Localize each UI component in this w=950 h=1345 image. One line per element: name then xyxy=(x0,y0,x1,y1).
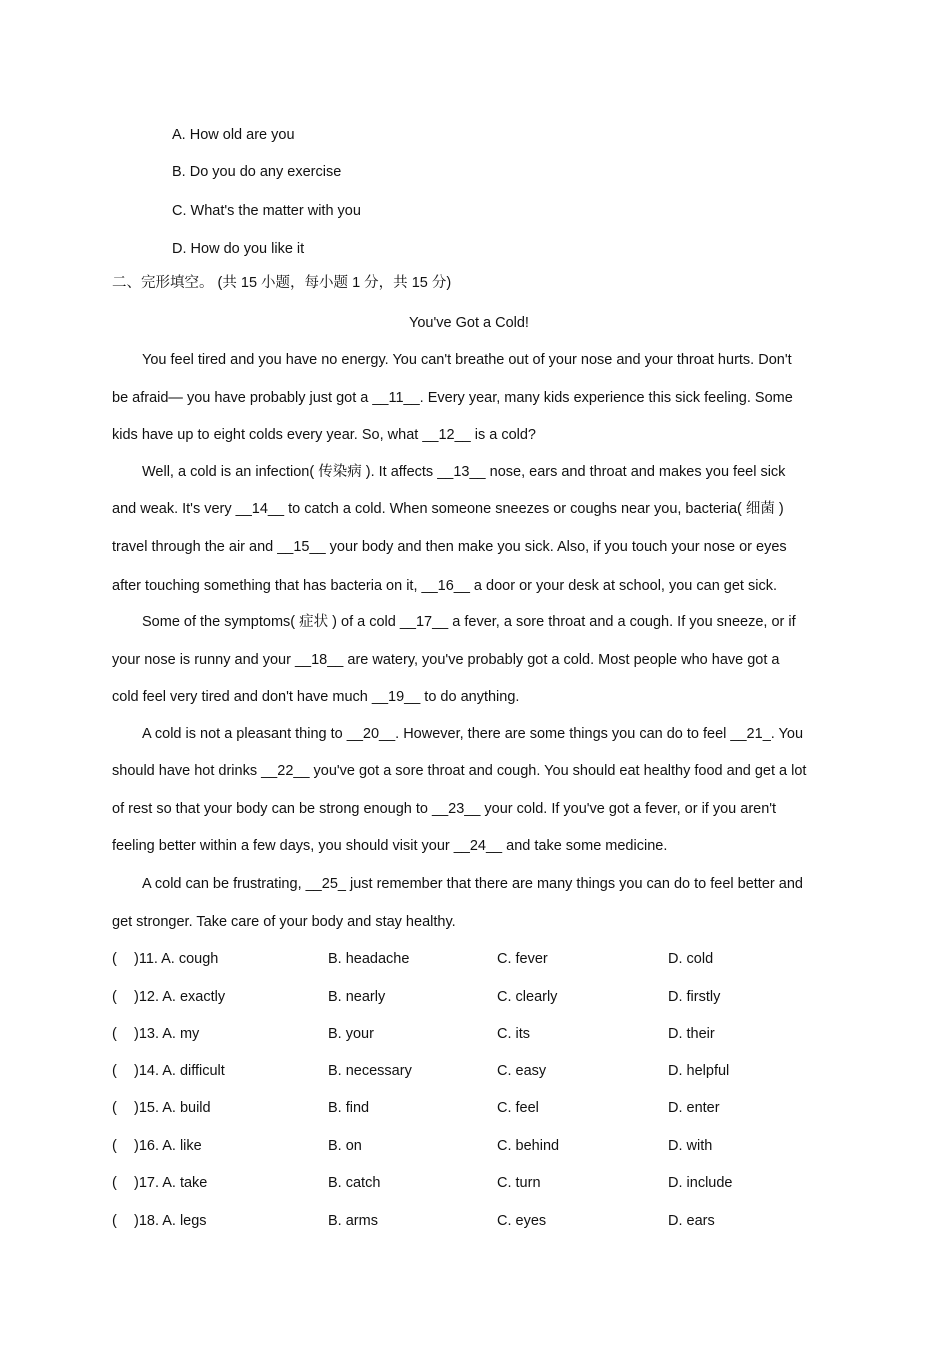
answer-blank[interactable]: ( xyxy=(112,989,117,1005)
section-heading: 二、完形填空。 (共 15 小题，每小题 1 分，共 15 分) xyxy=(112,275,452,291)
choice-d: D. include xyxy=(668,1175,733,1191)
passage-line: Some of the symptoms( 症状 ) of a cold __17__ a fever, a sore throat and a cough. If you sneeze, or if xyxy=(142,614,796,630)
question-row-17 xyxy=(112,1174,852,1192)
question-stem: )12. A. exactly xyxy=(134,989,226,1005)
question-stem: )11. A. cough xyxy=(134,951,219,967)
choice-b: B. on xyxy=(328,1138,362,1154)
choice-c: C. easy xyxy=(497,1063,547,1079)
choice-d: D. ears xyxy=(668,1213,715,1229)
passage-line: cold feel very tired and don't have much __19__ to do anything. xyxy=(112,689,520,705)
answer-blank[interactable]: ( xyxy=(112,1213,117,1229)
choice-d: D. firstly xyxy=(668,989,721,1005)
answer-blank[interactable]: ( xyxy=(112,1175,117,1191)
question-row-13 xyxy=(112,1025,852,1043)
passage-line: be afraid— you have probably just got a __11__. Every year, many kids experience this sick feeling. Some xyxy=(112,390,793,406)
question-stem: )14. A. difficult xyxy=(134,1063,225,1079)
choice-c: C. eyes xyxy=(497,1213,547,1229)
question-row-16 xyxy=(112,1137,852,1155)
choice-d: D. their xyxy=(668,1026,715,1042)
question-stem: )15. A. build xyxy=(134,1100,211,1116)
passage-line: should have hot drinks __22__ you've got a sore throat and cough. You should eat healthy food and get a lot xyxy=(112,763,807,779)
passage-line: and weak. It's very __14__ to catch a cold. When someone sneezes or coughs near you, bacteria( 细菌 ) xyxy=(112,501,784,517)
passage-line: your nose is runny and your __18__ are watery, you've probably got a cold. Most people who have got a xyxy=(112,652,780,668)
choice-b: B. catch xyxy=(328,1175,381,1191)
passage-line: Well, a cold is an infection( 传染病 ). It affects __13__ nose, ears and throat and makes you feel sick xyxy=(142,464,786,480)
question-row-15 xyxy=(112,1099,852,1117)
choice-d: D. helpful xyxy=(668,1063,730,1079)
option-b: B. Do you do any exercise xyxy=(172,164,342,180)
answer-blank[interactable]: ( xyxy=(112,1100,117,1116)
answer-blank[interactable]: ( xyxy=(112,951,117,967)
question-row-14 xyxy=(112,1062,852,1080)
question-row-18 xyxy=(112,1212,852,1230)
passage-line: of rest so that your body can be strong enough to __23__ your cold. If you've got a fever, or if you aren't xyxy=(112,801,777,817)
passage-line: after touching something that has bacteria on it, __16__ a door or your desk at school, you can get sick. xyxy=(112,578,777,594)
question-row-12 xyxy=(112,988,852,1006)
choice-b: B. headache xyxy=(328,951,410,967)
passage-title: You've Got a Cold! xyxy=(409,315,529,331)
question-row-11 xyxy=(112,950,852,968)
choice-b: B. find xyxy=(328,1100,370,1116)
option-c: C. What's the matter with you xyxy=(172,203,361,219)
answer-blank[interactable]: ( xyxy=(112,1026,117,1042)
question-stem: )16. A. like xyxy=(134,1138,202,1154)
passage-line: get stronger. Take care of your body and stay healthy. xyxy=(112,914,456,930)
question-stem: )17. A. take xyxy=(134,1175,208,1191)
question-stem: )18. A. legs xyxy=(134,1213,207,1229)
choice-d: D. enter xyxy=(668,1100,720,1116)
passage-line: kids have up to eight colds every year. So, what __12__ is a cold? xyxy=(112,427,536,443)
option-a: A. How old are you xyxy=(172,127,295,143)
passage-line: feeling better within a few days, you should visit your __24__ and take some medicine. xyxy=(112,838,668,854)
choice-c: C. feel xyxy=(497,1100,539,1116)
passage-line: You feel tired and you have no energy. You can't breathe out of your nose and your throat hurts. Don't xyxy=(142,352,792,368)
passage-line: travel through the air and __15__ your body and then make you sick. Also, if you touch your nose or eyes xyxy=(112,539,787,555)
choice-c: C. clearly xyxy=(497,989,558,1005)
choice-b: B. your xyxy=(328,1026,374,1042)
choice-c: C. turn xyxy=(497,1175,541,1191)
choice-c: C. its xyxy=(497,1026,531,1042)
answer-blank[interactable]: ( xyxy=(112,1138,117,1154)
question-stem: )13. A. my xyxy=(134,1026,200,1042)
answer-blank[interactable]: ( xyxy=(112,1063,117,1079)
passage-line: A cold is not a pleasant thing to __20__. However, there are some things you can do to feel __21_. You xyxy=(142,726,804,742)
choice-b: B. necessary xyxy=(328,1063,412,1079)
choice-d: D. with xyxy=(668,1138,713,1154)
choice-b: B. arms xyxy=(328,1213,378,1229)
passage-line: A cold can be frustrating, __25_ just remember that there are many things you can do to feel better and xyxy=(142,876,803,892)
option-d: D. How do you like it xyxy=(172,241,305,257)
choice-d: D. cold xyxy=(668,951,714,967)
choice-c: C. fever xyxy=(497,951,548,967)
choice-c: C. behind xyxy=(497,1138,560,1154)
choice-b: B. nearly xyxy=(328,989,386,1005)
